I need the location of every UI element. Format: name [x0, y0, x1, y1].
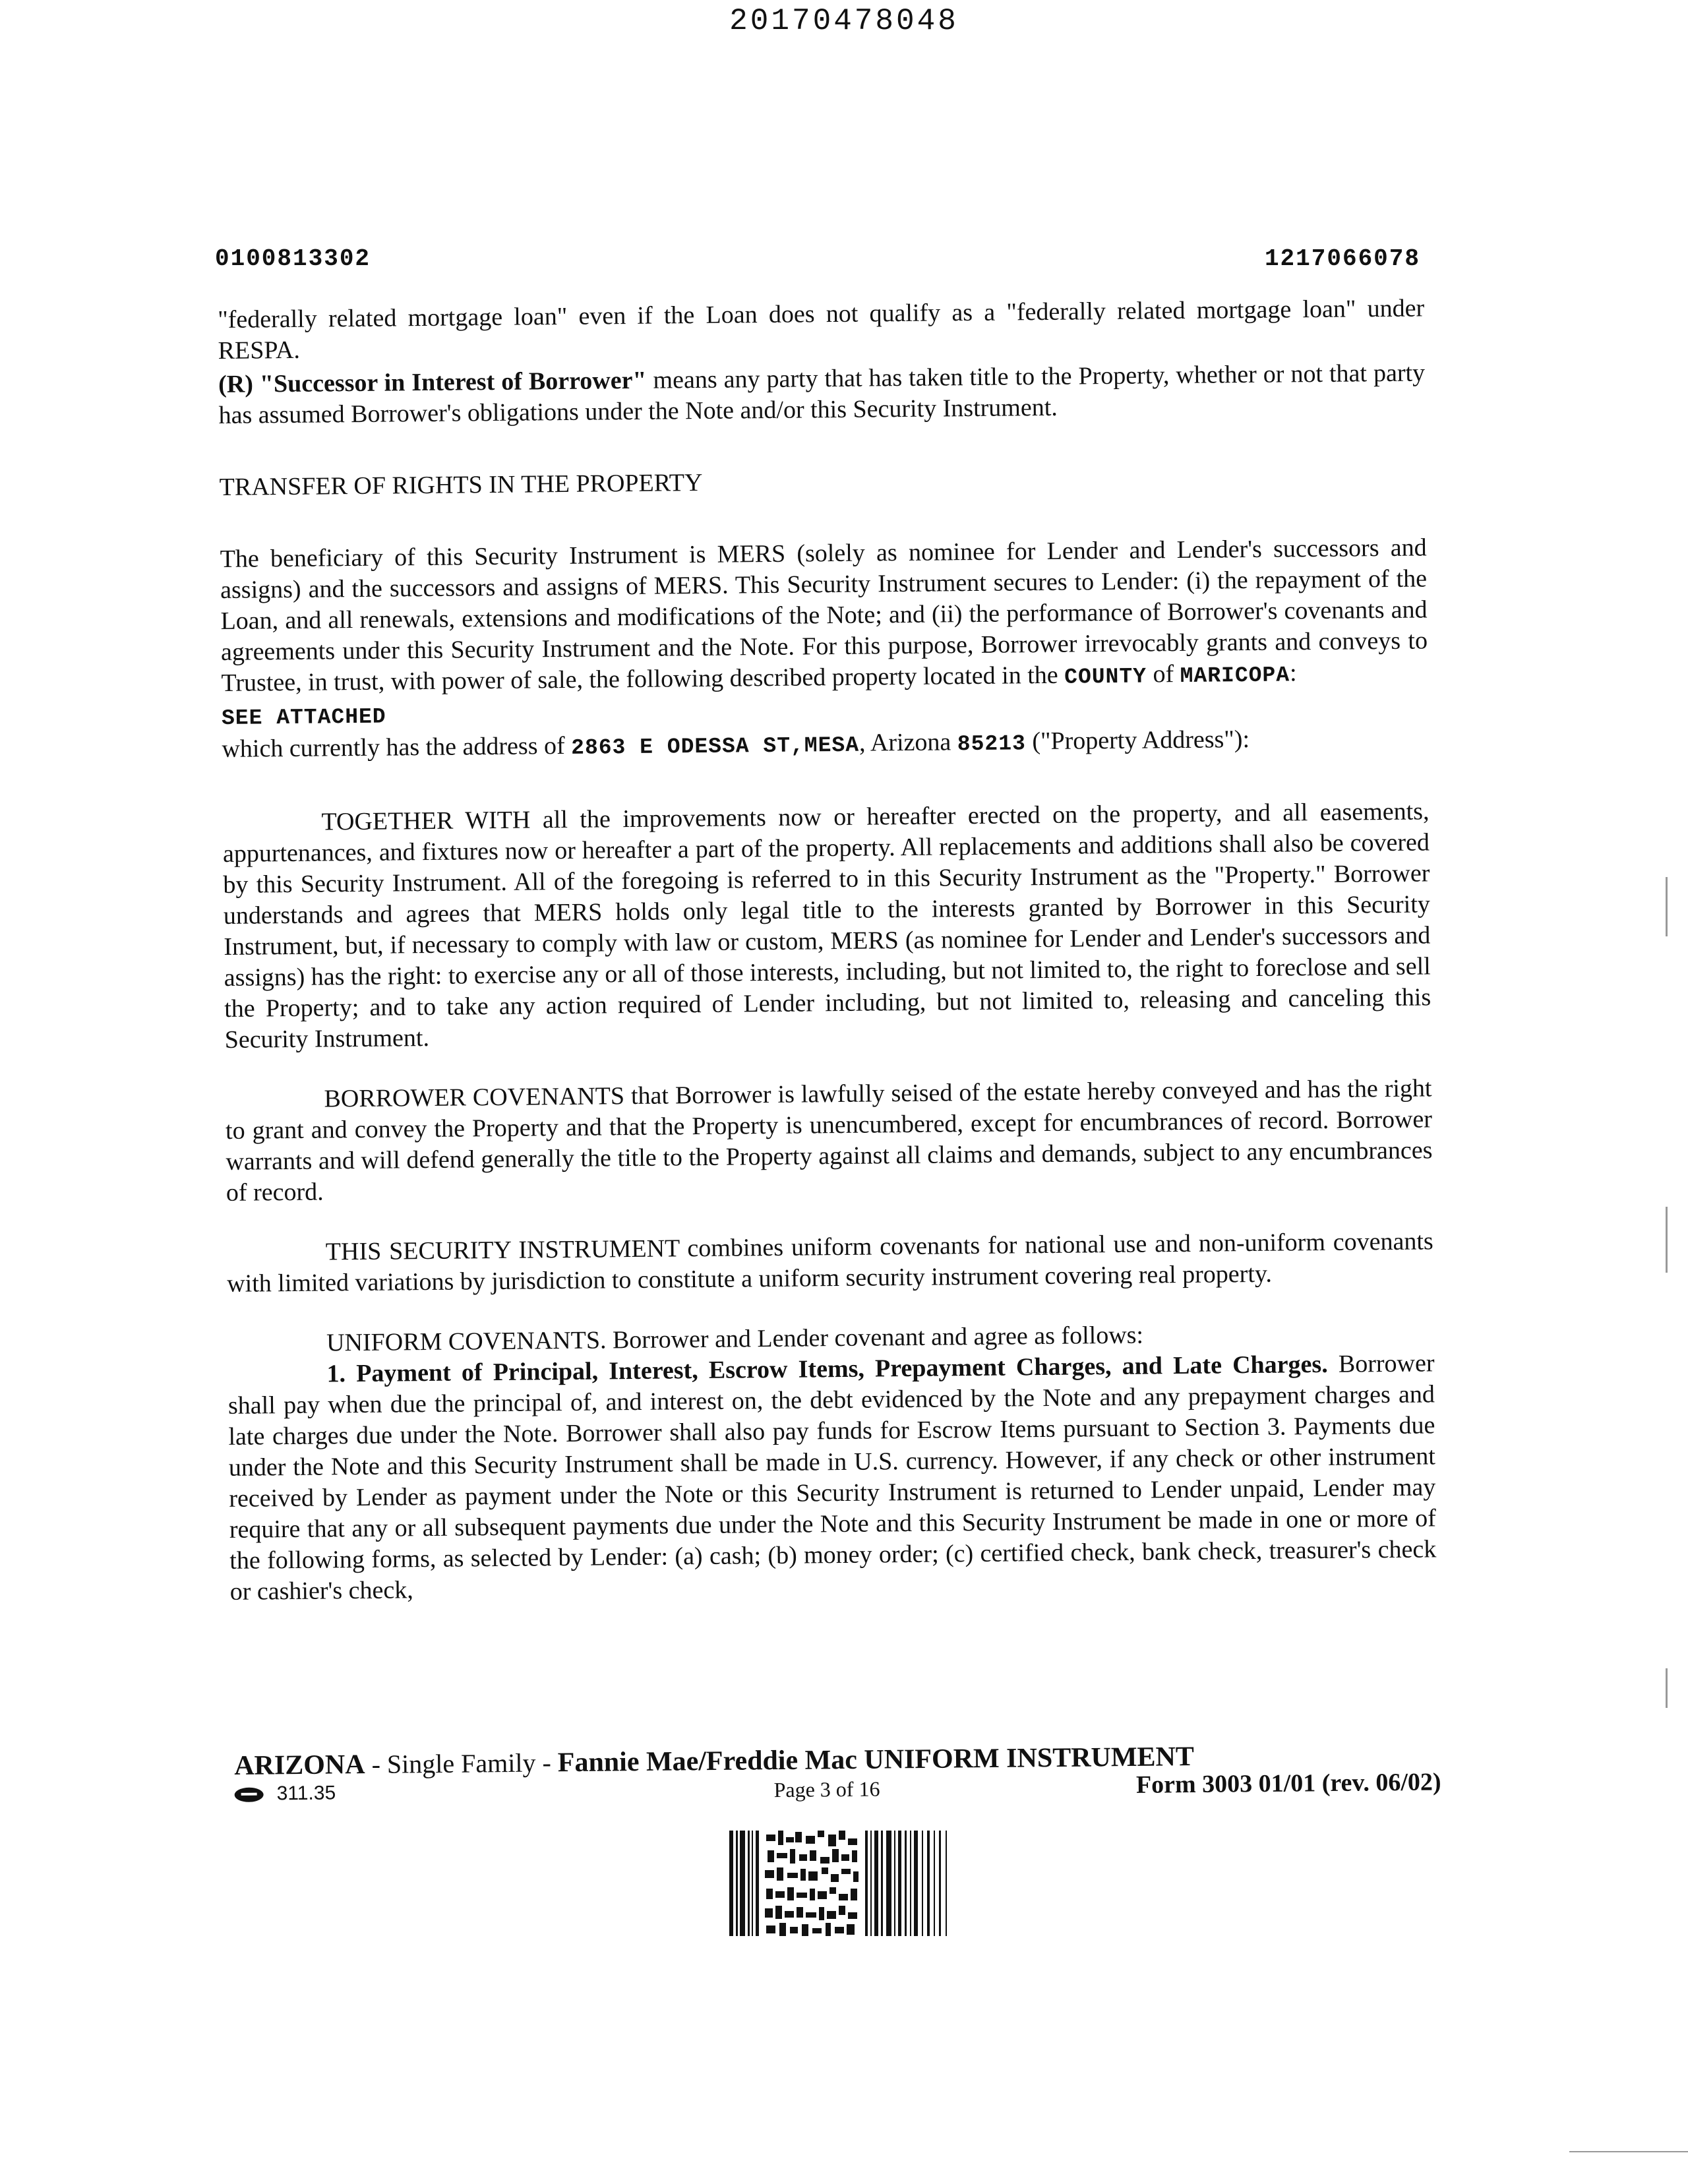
address-zip: 85213 — [957, 731, 1027, 757]
paragraph-1-heading: 1. Payment of Principal, Interest, Escrow Items, Prepayment Charges, and Late Charges. — [326, 1350, 1328, 1388]
loan-number: 0100813302 — [215, 245, 371, 272]
address-state: , Arizona — [859, 728, 958, 757]
paragraph-beneficiary-text: The beneficiary of this Security Instrument is MERS (solely as nominee for Lender and Lender's successors and assigns) and the successors and assigns of MERS. This Security Instrument secures to Lender: (i) the repayment of the Loan, and all renewals, extensions and modifications of the Note; and (ii) the performance of Borrower's covenants and agreements under this Security Instrument and the Note. For this purpose, Borrower irrevocably grants and conveys to Trustee, in trust, with power of sale, the following described property located in the — [220, 533, 1428, 697]
section-heading: TRANSFER OF RIGHTS IN THE PROPERTY — [219, 468, 703, 501]
county-colon: : — [1289, 659, 1297, 687]
min-number: 1217066078 — [1264, 245, 1420, 272]
county-label: COUNTY — [1064, 664, 1147, 690]
paragraph-beneficiary — [220, 532, 1428, 701]
paragraph-borrower-covenants: BORROWER COVENANTS that Borrower is lawfully seised of the estate hereby conveyed and has the right to grant and convey the Property and that the Property is unencumbered, except for encumbrances of record. Borrower warrants and will defend generally the title to the Property against all claims and demands, subject to any encumbrances of record. — [225, 1074, 1433, 1207]
footer — [234, 1738, 1441, 1817]
margin-mark — [1666, 877, 1668, 936]
paragraph-r-text: means any party that has taken title to the Property, whether or not that party has assumed Borrower's obligations under the Note and/or this Security Instrument. — [218, 359, 1426, 429]
document-number: 20170478048 — [729, 4, 959, 38]
address-city: MESA — [804, 733, 860, 758]
margin-mark — [1666, 1207, 1668, 1273]
paragraph-this-security-instrument: THIS SECURITY INSTRUMENT combines uniform covenants for national use and non-uniform covenants with limited variations by jurisdiction to constitute a uniform security instrument covering real property. — [227, 1227, 1433, 1298]
form-number: Form 3003 01/01 (rev. 06/02) — [1135, 1768, 1441, 1799]
address-suffix: ("Property Address"): — [1025, 725, 1250, 756]
document-body — [218, 293, 1437, 1607]
vendor-logo-icon — [235, 1788, 264, 1802]
paragraph-respa: "federally related mortgage loan" even if the Loan does not qualify as a "federally related mortgage loan" under RESPA. — [218, 294, 1425, 365]
footer-state: ARIZONA — [234, 1749, 365, 1781]
paragraph-1-text: Borrower shall pay when due the principal of, and interest on, the debt evidenced by the Note and any prepayment charges and late charges due under the Note. Borrower shall also pay funds for Escrow Items pursuant to Section 3. Payments due under the Note and this Security Instrument shall be made in U.S. currency. However, if any check or other instrument received by Lender as payment under the Note or this Security Instrument is returned to Lender unpaid, Lender may require that any or all subsequent payments due under the Note and this Security Instrument be made in one or more of the following forms, as selected by Lender: (a) cash; (b) money order; (c) certified check, bank check, treasurer's check or cashier's check, — [227, 1349, 1437, 1606]
barcode-icon — [729, 1831, 952, 1936]
address-street: 2863 E ODESSA ST, — [571, 733, 805, 760]
scan-edge-line — [1569, 2151, 1688, 2152]
paragraph-r — [218, 357, 1426, 431]
page-number: Page 3 of 16 — [773, 1776, 880, 1802]
footer-family: - Single Family - — [365, 1747, 558, 1780]
county-name: MARICOPA — [1180, 663, 1290, 689]
footer-uniform-instrument: Fannie Mae/Freddie Mac UNIFORM INSTRUMENT — [557, 1742, 1195, 1778]
county-of: of — [1146, 660, 1180, 688]
paragraph-1-payment — [227, 1348, 1437, 1608]
footer-code: 311.35 — [276, 1782, 336, 1805]
see-attached-text: SEE ATTACHED — [221, 704, 386, 731]
margin-mark — [1666, 1668, 1668, 1708]
paragraph-uniform-covenants: UNIFORM COVENANTS. Borrower and Lender covenant and agree as follows: — [326, 1321, 1144, 1357]
footer-code-group — [234, 1782, 336, 1805]
paragraph-together-with: TOGETHER WITH all the improvements now or hereafter erected on the property, and all easements, appurtenances, and fixtures now or hereafter a part of the property. All replacements and additions shall also be covered by this Security Instrument. All of the foregoing is referred to in this Security Instrument as the "Property." Borrower understands and agrees that MERS holds only legal title to the interests granted by Borrower in this Security Instrument, but, if necessary to comply with law or custom, MERS (as nominee for Lender and Lender's successors and assigns) has the right: to exercise any or all of those interests, including, but not limited to, the right to foreclose and sell the Property; and to take any action required of Lender including, but not limited to, releasing and canceling this Security Instrument. — [222, 797, 1432, 1054]
address-prefix: which currently has the address of — [222, 731, 572, 763]
term-successor-in-interest: (R) "Successor in Interest of Borrower" — [218, 366, 647, 398]
